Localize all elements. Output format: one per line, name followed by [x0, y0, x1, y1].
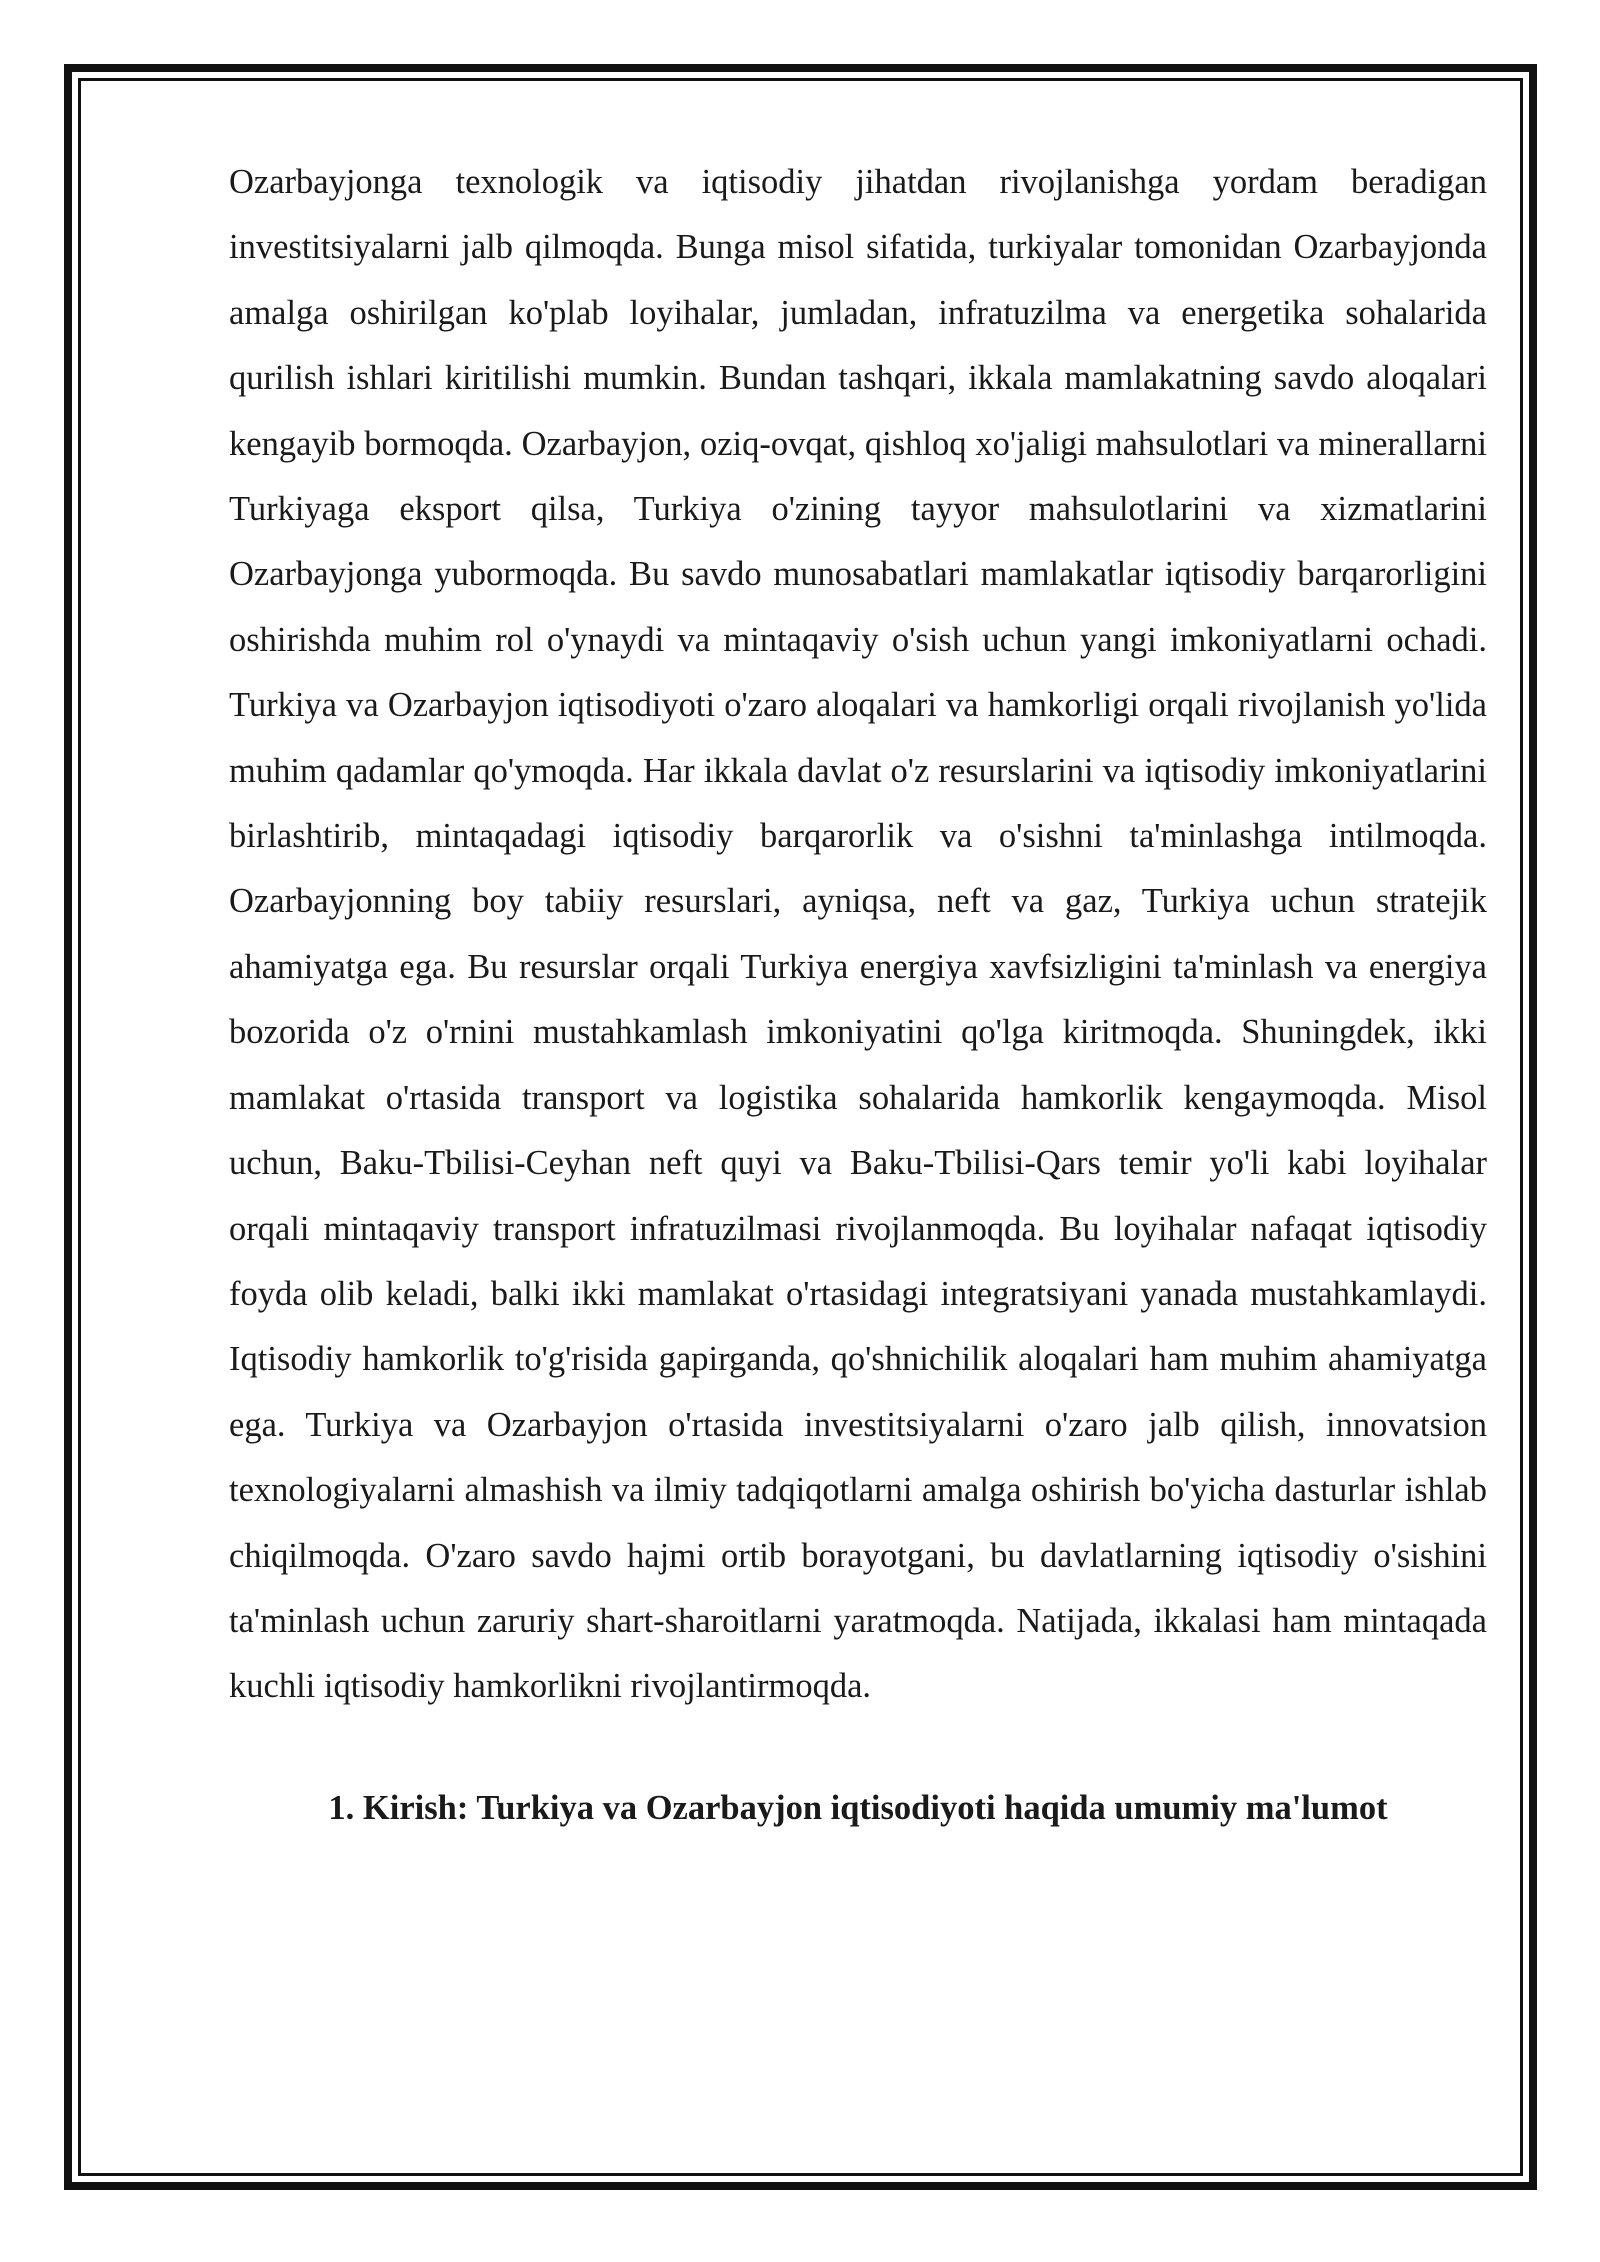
page-content — [229, 150, 1487, 1841]
body-paragraph: Ozarbayjonga texnologik va iqtisodiy jihatdan rivojlanishga yordam beradigan investitsiyalarni jalb qilmoqda. Bunga misol sifatida, turkiyalar tomonidan Ozarbayjonda amalga oshirilgan ko'plab loyihalar, jumladan, infratuzilma va energetika sohalarida qurilish ishlari kiritilishi mumkin. Bundan tashqari, ikkala mamlakatning savdo aloqalari kengayib bormoqda. Ozarbayjon, oziq-ovqat, qishloq xo'jaligi mahsulotlari va minerallarni Turkiyaga eksport qilsa, Turkiya o'zining tayyor mahsulotlarini va xizmatlarini Ozarbayjonga yubormoqda. Bu savdo munosabatlari mamlakatlar iqtisodiy barqarorligini oshirishda muhim rol o'ynaydi va mintaqaviy o'sish uchun yangi imkoniyatlarni ochadi. Turkiya va Ozarbayjon iqtisodiyoti o'zaro aloqalari va hamkorligi orqali rivojlanish yo'lida muhim qadamlar qo'ymoqda. Har ikkala davlat o'z resurslarini va iqtisodiy imkoniyatlarini birlashtirib, mintaqadagi iqtisodiy barqarorlik va o'sishni ta'minlashga intilmoqda. Ozarbayjonning boy tabiiy resurslari, ayniqsa, neft va gaz, Turkiya uchun stratejik ahamiyatga ega. Bu resurslar orqali Turkiya energiya xavfsizligini ta'minlash va energiya bozorida o'z o'rnini mustahkamlash imkoniyatini qo'lga kiritmoqda. Shuningdek, ikki mamlakat o'rtasida transport va logistika sohalarida hamkorlik kengaymoqda. Misol uchun, Baku-Tbilisi-Ceyhan neft quyi va Baku-Tbilisi-Qars temir yo'li kabi loyihalar orqali mintaqaviy transport infratuzilmasi rivojlanmoqda. Bu loyihalar nafaqat iqtisodiy foyda olib keladi, balki ikki mamlakat o'rtasidagi integratsiyani yanada mustahkamlaydi. Iqtisodiy hamkorlik to'g'risida gapirganda, qo'shnichilik aloqalari ham muhim ahamiyatga ega. Turkiya va Ozarbayjon o'rtasida investitsiyalarni o'zaro jalb qilish, innovatsion texnologiyalarni almashish va ilmiy tadqiqotlarni amalga oshirish bo'yicha dasturlar ishlab chiqilmoqda. O'zaro savdo hajmi ortib borayotgani, bu davlatlarning iqtisodiy o'sishini ta'minlash uchun zaruriy shart-sharoitlarni yaratmoqda. Natijada, ikkalasi ham mintaqada kuchli iqtisodiy hamkorlikni rivojlantirmoqda. — [229, 163, 1487, 1706]
section-heading: 1. Kirish: Turkiya va Ozarbayjon iqtisodiyoti haqida umumiy ma'lumot — [328, 1788, 1388, 1827]
